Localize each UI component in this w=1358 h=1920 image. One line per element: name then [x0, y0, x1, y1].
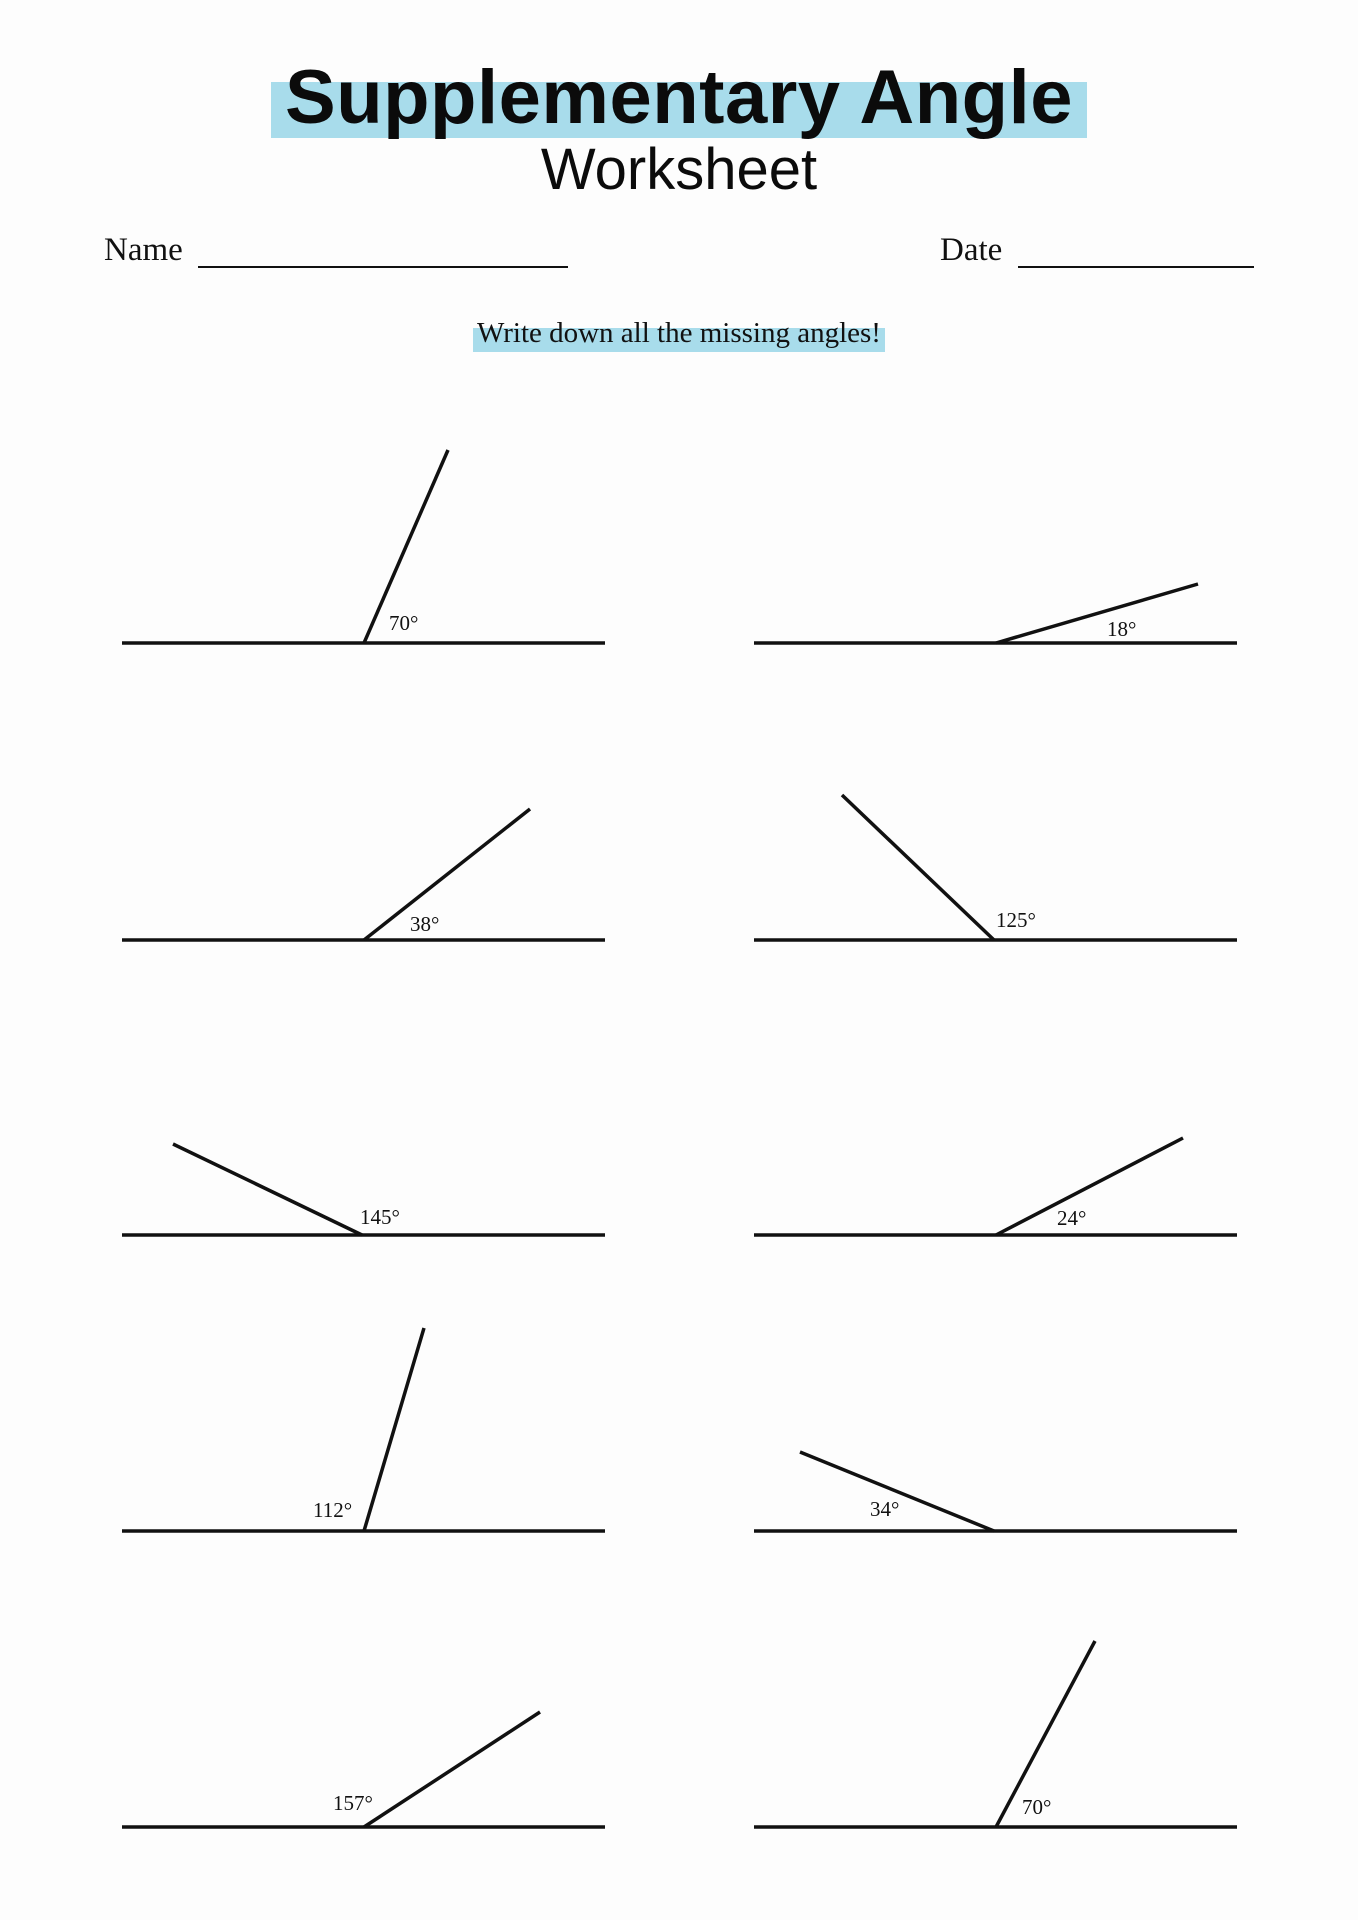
angle-label: 125° — [996, 908, 1036, 932]
angle-problem — [754, 1138, 1237, 1235]
angle-problem — [122, 1144, 605, 1235]
angle-problem — [754, 1641, 1237, 1827]
angle-label: 157° — [333, 1791, 373, 1815]
angle-label: 112° — [313, 1498, 353, 1522]
worksheet-subtitle: Worksheet — [540, 137, 818, 202]
angle-problem — [754, 1452, 1237, 1531]
angle-label: 145° — [360, 1205, 400, 1229]
angle-ray — [364, 809, 530, 940]
angle-ray — [996, 1138, 1183, 1235]
angle-label: 70° — [389, 611, 419, 635]
angle-label: 24° — [1057, 1206, 1087, 1230]
angle-label: 18° — [1107, 617, 1137, 641]
date-label: Date — [940, 232, 1003, 268]
name-label: Name — [104, 232, 183, 268]
angle-ray — [364, 1328, 424, 1531]
angle-label: 34° — [870, 1497, 900, 1521]
angle-problem — [122, 1328, 605, 1531]
angle-problem — [754, 584, 1237, 643]
angle-ray — [364, 1712, 540, 1827]
angle-ray — [996, 584, 1198, 643]
angle-ray — [842, 795, 994, 940]
angle-label: 70° — [1022, 1795, 1052, 1819]
angle-label: 38° — [410, 912, 440, 936]
angle-problem — [122, 1712, 605, 1827]
angle-ray — [173, 1144, 362, 1235]
angle-problem — [122, 450, 605, 643]
angle-problem — [754, 795, 1237, 940]
angle-problem — [122, 809, 605, 940]
instruction-text: Write down all the missing angles! — [473, 316, 885, 350]
worksheet-title: Supplementary Angle — [271, 60, 1087, 136]
